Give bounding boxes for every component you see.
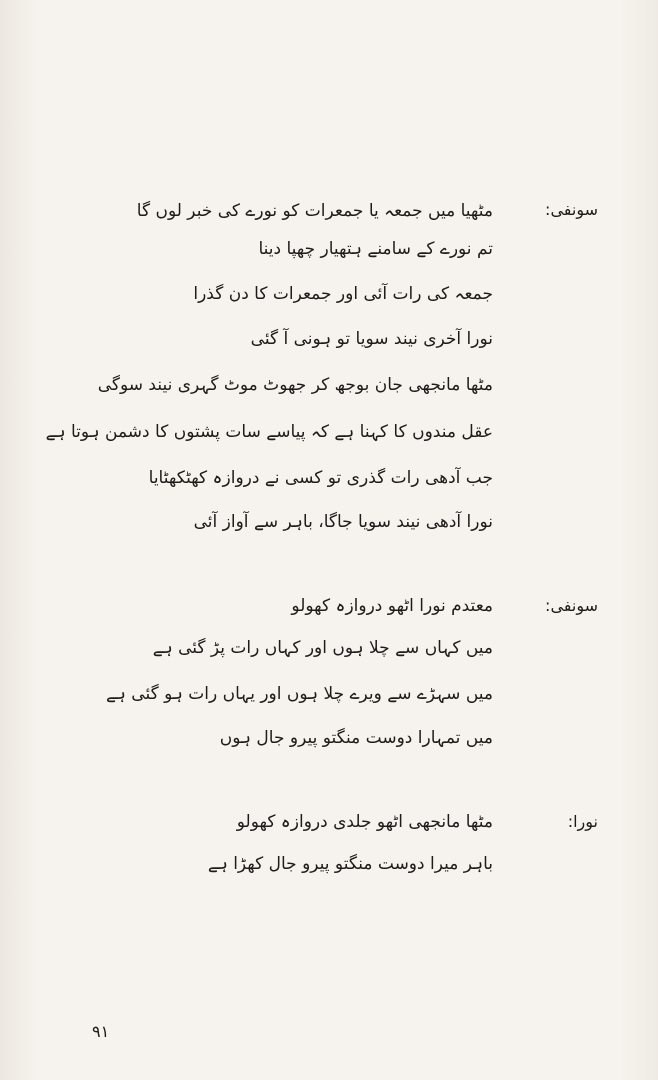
dialogue-line: جمعہ کی رات آئی اور جمعرات کا دن گذرا [193,284,493,304]
dialogue-line: عقل مندوں کا کہنا ہے کہ پیاسے سات پشتوں کا دشمن ہوتا ہے [45,422,493,442]
dialogue-line: تم نورے کے سامنے ہتھیار چھپا دینا [258,239,493,259]
dialogue-line: مٹھیا میں جمعہ یا جمعرات کو نورے کی خبر لوں گا [136,201,493,221]
page-number: ۹۱ [92,1022,110,1041]
dialogue-line: نورا آدھی نیند سویا جاگا، باہر سے آواز آئی [193,512,493,532]
dialogue-line: باہر میرا دوست منگتو پیرو جال کھڑا ہے [207,854,493,874]
dialogue-line: میں تمہارا دوست منگتو پیرو جال ہوں [219,728,493,748]
speaker-label: سونفی: [545,596,598,615]
dialogue-line: نورا آخری نیند سویا تو ہونی آ گئی [250,329,493,349]
dialogue-line: مٹھا مانجھی جان بوجھ کر جھوٹ موٹ گہری نیند سوگی [97,375,493,395]
dialogue-line: مٹھا مانجھی اٹھو جلدی دروازہ کھولو [236,812,493,832]
speaker-label: سونفی: [545,200,598,219]
dialogue-line: جب آدھی رات گذری تو کسی نے دروازہ کھٹکھٹایا [148,468,493,488]
dialogue-line: میں کہاں سے چلا ہوں اور کہاں رات پڑ گئی ہے [152,638,493,658]
dialogue-line: معتدم نورا اٹھو دروازہ کھولو [291,596,493,616]
dialogue-line: میں سہڑے سے ویرے چلا ہوں اور یہاں رات ہو گئی ہے [105,684,493,704]
speaker-label: نورا: [567,812,598,831]
